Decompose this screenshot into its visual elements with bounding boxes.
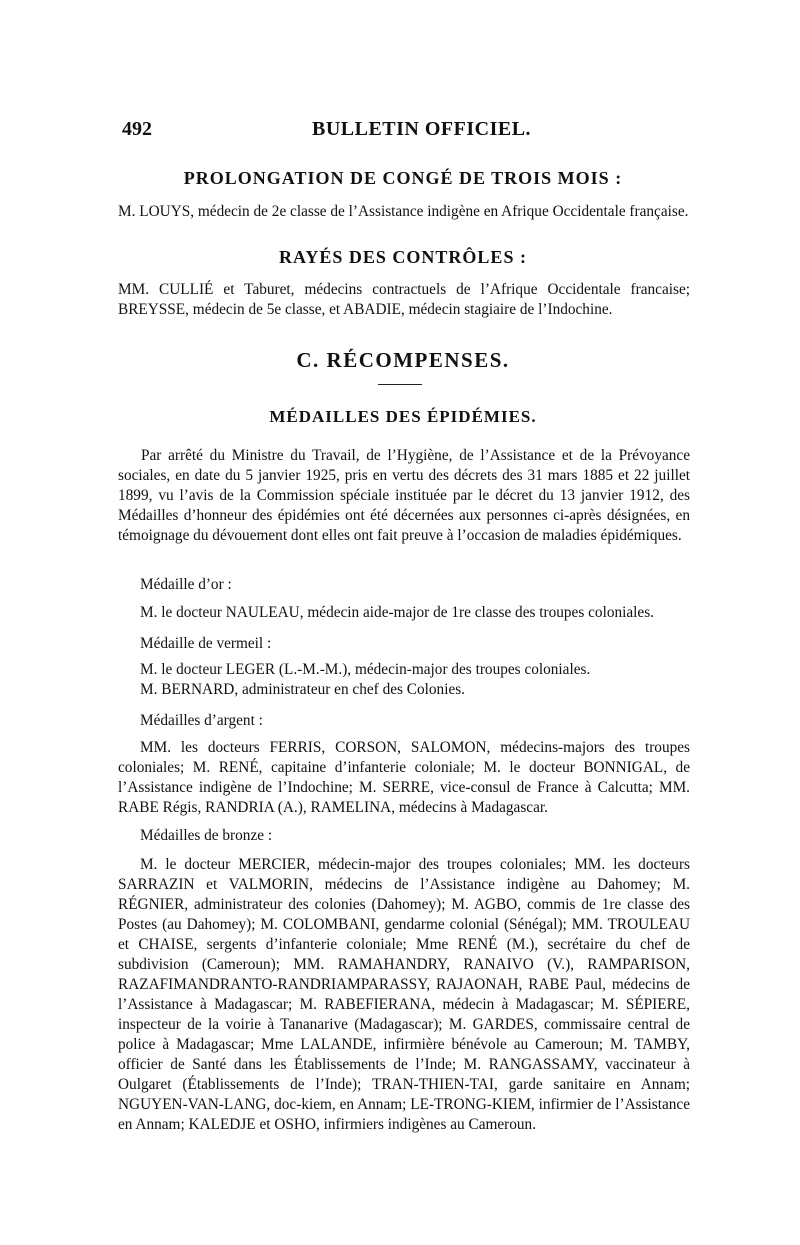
paragraph-medaille-or: M. le docteur NAULEAU, médecin aide-major de 1re classe des troupes coloniales. <box>140 604 654 621</box>
page-number: 492 <box>122 118 152 140</box>
paragraph-medailles-bronze: M. le docteur MERCIER, médecin-major des troupes coloniales; MM. les docteurs SARRAZIN et VALMORIN, médecins de l’Assistance indigène au Dahomey; M. RÉGNIER, administrateur des colonies (Dahomey); M. AGBO, commis de 1re classe des Postes (au Dahomey); M. COLOMBANI, gendarme colonial (Sénégal); MM. TROULEAU et CHAISE, sergents d’infanterie coloniale; Mme RENÉ (M.), secrétaire du chef de subdivision (Cameroun); MM. RAMAHANDRY, RANAIVO (V.), RAMPARISON, RAZAFIMANDRANTO-RANDRIAMPARASSY, RAJAONAH, RABE Paul, médecins de l’Assistance à Madagascar; M. RABEFIERANA, médecin à Madagascar; M. SÉPIERE, inspecteur de la voirie à Tananarive (Madagascar); M. GARDES, commissaire central de police à Madagascar; Mme LALANDE, infirmière bénévole au Cameroun; M. TAMBY, officier de Santé dans les Établissements de l’Inde; M. RANGASSAMY, vaccinateur à Oulgaret (Établissements de l’Inde); TRAN-THIEN-TAI, garde sanitaire en Annam; NGUYEN-VAN-LANG, doc-kiem, en Annam; LE-TRONG-KIEM, infirmier de l’Assistance en Annam; KALEDJE et OSHO, infirmiers indigènes au Cameroun. <box>118 856 690 1133</box>
running-title: BULLETIN OFFICIEL. <box>312 118 532 140</box>
page-header <box>122 118 682 144</box>
line-vermeil-1: M. le docteur LEGER (L.-M.-M.), médecin-major des troupes coloniales. <box>140 661 591 678</box>
label-medailles-argent: Médailles d’argent : <box>140 712 263 729</box>
label-medailles-bronze: Médailles de bronze : <box>140 827 273 844</box>
paragraph-prolongation: M. LOUYS, médecin de 2e classe de l’Assistance indigène en Afrique Occidentale française. <box>118 203 689 220</box>
heading-prolongation: PROLONGATION DE CONGÉ DE TROIS MOIS : <box>183 168 623 188</box>
heading-rayes: RAYÉS DES CONTRÔLES : <box>279 247 527 267</box>
heading-recompenses: C. RÉCOMPENSES. <box>296 348 510 372</box>
label-medaille-or: Médaille d’or : <box>140 576 232 593</box>
line-vermeil-2: M. BERNARD, administrateur en chef des Colonies. <box>140 681 466 698</box>
paragraph-rayes: MM. CULLIÉ et Taburet, médecins contractuels de l’Afrique Occidentale francaise; BREYSSE, médecin de 5e classe, et ABADIE, médecin stagiaire de l’Indochine. <box>118 281 690 318</box>
heading-medailles: MÉDAILLES DES ÉPIDÉMIES. <box>269 407 537 426</box>
label-medaille-vermeil: Médaille de vermeil : <box>140 635 272 652</box>
paragraph-medailles-argent: MM. les docteurs FERRIS, CORSON, SALOMON, médecins-majors des troupes coloniales; M. RENÉ, capitaine d’infanterie coloniale; M. le docteur BONNIGAL, de l’Assistance indigène de l’Indochine; M. SERRE, vice-consul de France à Calcutta; MM. RABE Régis, RANDRIA (A.), RAMELINA, médecins à Madagascar. <box>118 739 690 816</box>
section-divider <box>378 384 422 385</box>
paragraph-arrete: Par arrêté du Ministre du Travail, de l’Hygiène, de l’Assistance et de la Prévoyance sociales, en date du 5 janvier 1925, pris en vertu des décrets des 31 mars 1885 et 22 juillet 1899, vu l’avis de la Commission spéciale instituée par le décret du 13 janvier 1912, des Médailles d’honneur des épidémies ont été décernées aux personnes ci-après désignées, en témoignage du dévouement dont elles ont fait preuve à l’occasion de maladies épidémiques. <box>118 447 690 544</box>
